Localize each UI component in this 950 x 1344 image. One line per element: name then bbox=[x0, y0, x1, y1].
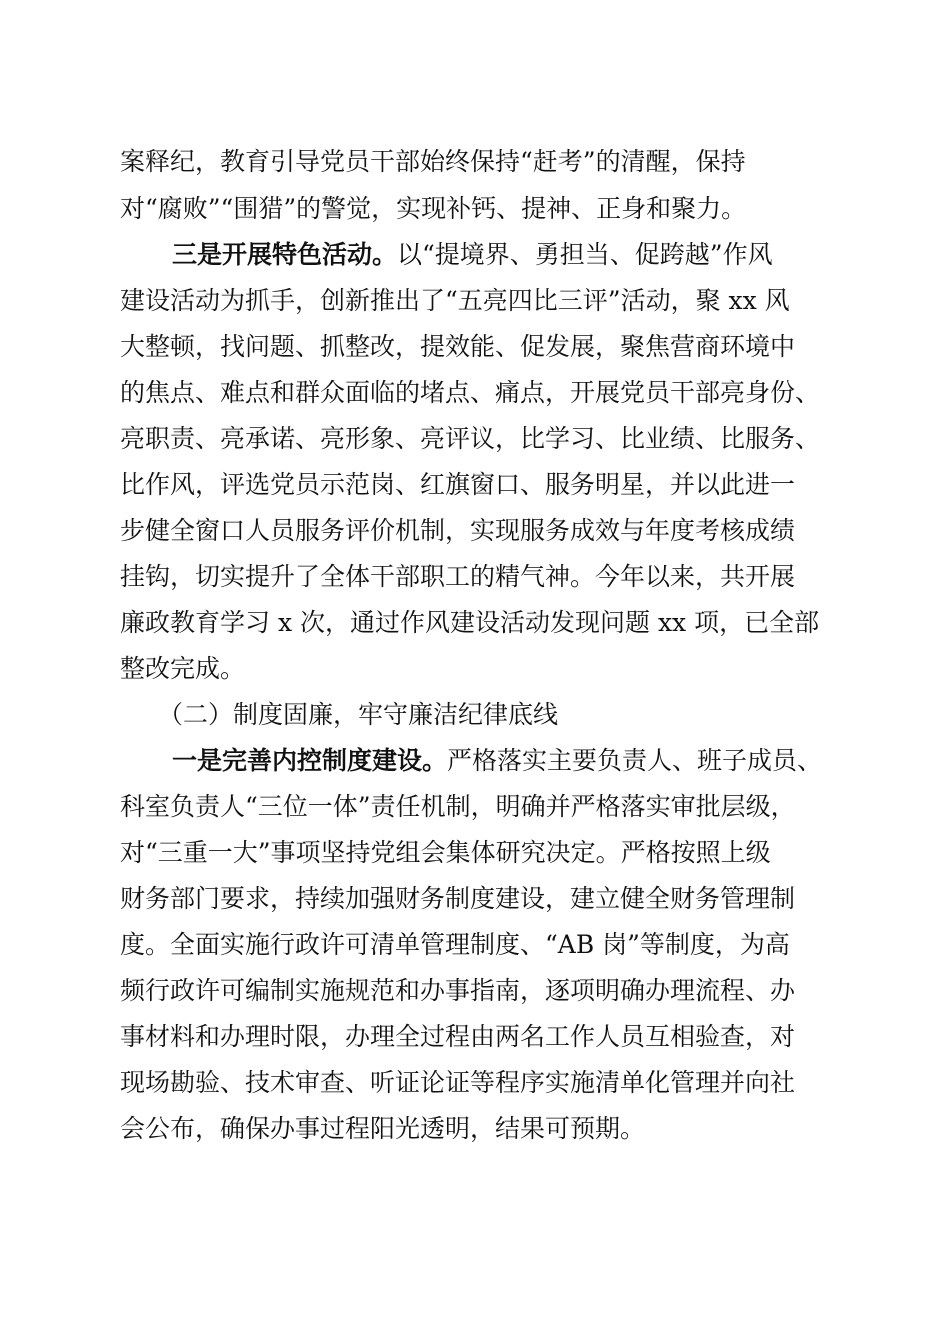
paragraph-line bbox=[0, 142, 950, 182]
paragraph-line bbox=[0, 281, 950, 321]
paragraph-line bbox=[0, 971, 950, 1011]
line-text: 对“三重一大”事项坚持党组会集体研究决定。严格按照上级 bbox=[120, 838, 771, 867]
paragraph-line bbox=[0, 741, 950, 781]
paragraph-line bbox=[0, 1063, 950, 1103]
paragraph-line bbox=[0, 189, 950, 229]
paragraph-line bbox=[0, 419, 950, 459]
paragraph-line bbox=[0, 649, 950, 689]
section-heading bbox=[0, 695, 950, 735]
line-text: 财务部门要求，持续加强财务制度建设，建立健全财务管理制 bbox=[120, 884, 796, 913]
paragraph-line bbox=[0, 373, 950, 413]
line-text: 频行政许可编制实施规范和办事指南，逐项明确办理流程、办 bbox=[120, 976, 796, 1005]
line-text: 的焦点、难点和群众面临的堵点、痛点，开展党员干部亮身份、 bbox=[120, 378, 821, 407]
line-text: 步健全窗口人员服务评价机制，实现服务成效与年度考核成绩 bbox=[120, 516, 796, 545]
line-text: 案释纪，教育引导党员干部始终保持“赶考”的清醒，保持 bbox=[120, 147, 746, 176]
paragraph-lead: 三是开展特色活动。 bbox=[172, 240, 398, 269]
line-text: 建设活动为抓手，创新推出了“五亮四比三评”活动，聚 xx 风 bbox=[120, 286, 790, 315]
line-text: 挂钩，切实提升了全体干部职工的精气神。今年以来，共开展 bbox=[120, 562, 796, 591]
line-text: 廉政教育学习 x 次，通过作风建设活动发现问题 xx 项，已全部 bbox=[120, 608, 820, 637]
paragraph-line bbox=[0, 511, 950, 551]
line-text: 比作风，评选党员示范岗、红旗窗口、服务明星，并以此进一 bbox=[120, 470, 796, 499]
paragraph-line bbox=[0, 327, 950, 367]
paragraph-line bbox=[0, 879, 950, 919]
paragraph-line bbox=[0, 1017, 950, 1057]
line-text: 严格落实主要负责人、班子成员、 bbox=[447, 746, 823, 775]
line-text: 整改完成。 bbox=[120, 654, 246, 683]
line-text: 事材料和办理时限，办理全过程由两名工作人员互相验查，对 bbox=[120, 1022, 796, 1051]
paragraph-line bbox=[0, 833, 950, 873]
line-text: 科室负责人“三位一体”责任机制，明确并严格落实审批层级， bbox=[120, 792, 796, 821]
line-text: 现场勘验、技术审查、听证论证等程序实施清单化管理并向社 bbox=[120, 1068, 796, 1097]
paragraph-lead: 一是完善内控制度建设。 bbox=[172, 746, 448, 775]
paragraph-line bbox=[0, 465, 950, 505]
section-heading-text: （二）制度固廉，牢守廉洁纪律底线 bbox=[158, 700, 559, 729]
paragraph-line bbox=[0, 787, 950, 827]
paragraph-line bbox=[0, 235, 950, 275]
line-text: 以“提境界、勇担当、促跨越”作风 bbox=[397, 240, 773, 269]
line-text: 大整顿，找问题、抓整改，提效能、促发展，聚焦营商环境中 bbox=[120, 332, 796, 361]
paragraph-line bbox=[0, 925, 950, 965]
line-text: 亮职责、亮承诺、亮形象、亮评议，比学习、比业绩、比服务、 bbox=[120, 424, 821, 453]
paragraph-line bbox=[0, 557, 950, 597]
line-text: 度。全面实施行政许可清单管理制度、“AB 岗”等制度，为高 bbox=[120, 930, 790, 959]
paragraph-line bbox=[0, 1109, 950, 1149]
line-text: 会公布，确保办事过程阳光透明，结果可预期。 bbox=[120, 1114, 646, 1143]
paragraph-line bbox=[0, 603, 950, 643]
line-text: 对“腐败”“围猎”的警觉，实现补钙、提神、正身和聚力。 bbox=[120, 194, 747, 223]
